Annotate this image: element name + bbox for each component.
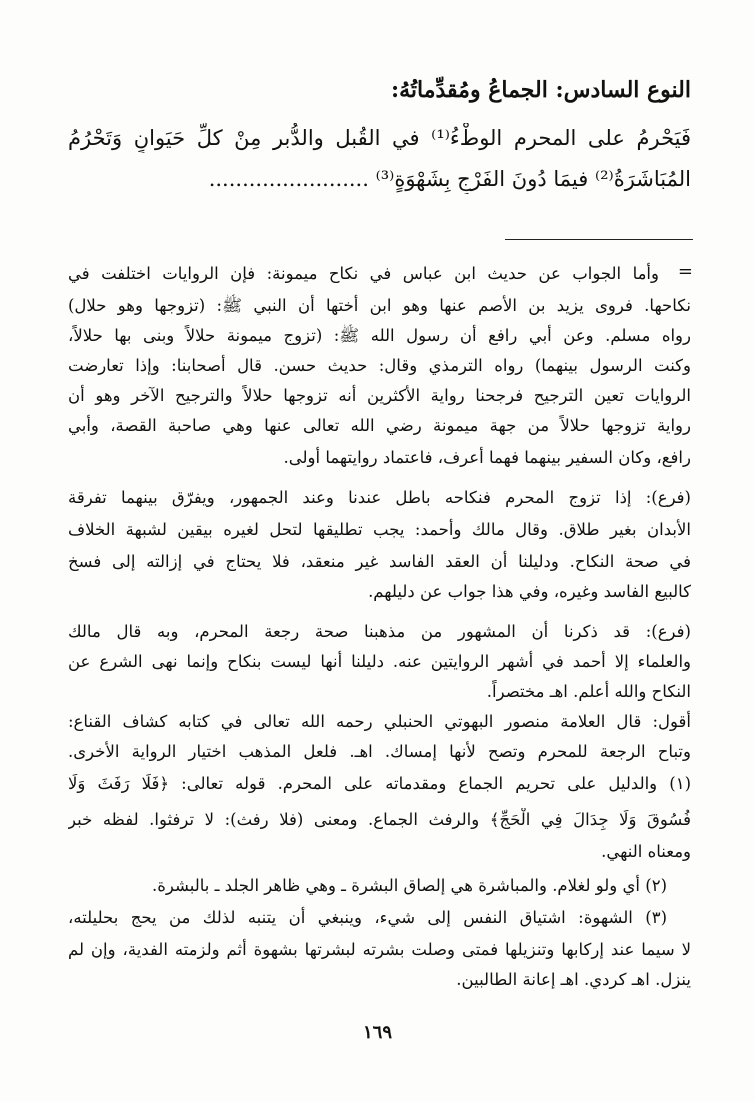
footnote-line: النكاح والله أعلم. اهـ مختصراً.	[486, 682, 691, 701]
footnote-line: رواه مسلم. وعن أبي رافع أن رسول الله ﷺ: (تزوج ميمونة حلالاً وبنى بها حلالاً،	[68, 326, 691, 345]
main-text-line-1: فَيَحْرمُ على المحرم الوطْءُ⁽¹⁾ في القُبل والدُّبر مِنْ كلِّ حَيَوانٍ وَتَحْرُمُ	[68, 126, 691, 150]
footnote-line: (فرع): قد ذكرنا أن المشهور من مذهبنا صحة رجعة المحرم، وبه قال مالك	[68, 622, 691, 641]
footnote-line: الأبدان بغير طلاق. وقال مالك وأحمد: يجب تطليقها لتحل لغيره بيقين لشبهة الخلاف	[68, 520, 691, 539]
footnote-line: (٣) الشهوة: اشتياق النفس إلى شيء، وينبغي أن يتنبه لذلك من يحج بحليلته،	[68, 908, 667, 927]
footnote-line: رافع، وكان السفير بينهما فهما أعرف، فاعتماد روايتهما أولى.	[283, 448, 691, 467]
footnote-separator	[505, 239, 693, 240]
footnote-line: ينزل. اهـ كردي. اهـ إعانة الطالبين.	[456, 970, 691, 989]
footnote-line: والعلماء إلا أحمد في أشهر الروايتين عنه. دليلنا أنها ليست بنكاح وإنما نهى الشرع عن	[68, 652, 691, 671]
section-heading: النوع السادس: الجماعُ ومُقدِّماتُهُ:	[390, 77, 691, 103]
footnote-line: ومعناه النهي.	[601, 842, 691, 861]
footnote-line: كالبيع الفاسد وغيره، وفي هذا جواب عن دليلهم.	[368, 582, 691, 601]
footnote-line: في صحة النكاح. ودليلنا أن العقد الفاسد غير منعقد، فلا يحتاج في إزالته إلى فسخ	[68, 552, 691, 571]
footnote-line: لا سيما عند إركابها وتنزيلها فمتى وصلت بشرته لبشرتها بشهوة أثم ولزمته الفدية، وإن لم	[68, 940, 691, 959]
footnote-line: وتباح الرجعة للمحرم وتصح لأنها إمساك. اهـ. فلعل المذهب اختيار الرواية الأخرى.	[68, 742, 691, 761]
footnote-line: (فرع): إذا تزوج المحرم فنكاحه باطل عندنا وعند الجمهور، ويفرّق بينهما تفرقة	[68, 488, 691, 507]
continuation-mark: =	[677, 261, 693, 282]
footnote-line: نكاحها. فروى يزيد بن الأصم عنها وهو ابن أختها أن النبي ﷺ: (تزوجها وهو حلال)	[68, 296, 691, 315]
footnote-line: (٢) أي ولو لغلام. والمباشرة هي إلصاق البشرة ـ وهي ظاهر الجلد ـ بالبشرة.	[152, 876, 667, 895]
footnote-line: وأما الجواب عن حديث ابن عباس في نكاح ميمونة: فإن الروايات اختلفت في	[68, 264, 659, 283]
footnote-line: رواية تزوجها حلالاً من جهة ميمونة رضي الله تعالى عنها وهي صاحبة القصة، وأبي	[68, 416, 691, 435]
footnote-line: فُسُوقَ وَلَا جِدَالَ فِي الْحَجِّ﴾ والرفث الجماع. ومعنى (فلا رفث): لا ترفثوا. لفظه خبر	[68, 810, 691, 829]
main-text-line-2: المُبَاشَرَةُ⁽²⁾ فيمَا دُونَ الفَرْجِ بِشَهْوَةٍ⁽³⁾ ........................	[208, 167, 691, 191]
page-number: ١٦٩	[362, 1022, 392, 1043]
footnote-line: الروايات تعين الترجيح فرجحنا رواية الأكثرين أنه تزوجها حلالاً والترجيح الآخر وهو أن	[68, 386, 691, 405]
footnote-line: أقول: قال العلامة منصور البهوتي الحنبلي رحمه الله تعالى في كتابه كشاف القناع:	[68, 712, 691, 731]
footnote-line: (١) والدليل على تحريم الجماع ومقدماته على المحرم. قوله تعالى: ﴿فَلَا رَفَثَ وَلَا	[68, 774, 691, 793]
footnote-line: وكنت الرسول بينهما) رواه الترمذي وقال: حديث حسن. قال أصحابنا: وإذا تعارضت	[68, 356, 691, 375]
